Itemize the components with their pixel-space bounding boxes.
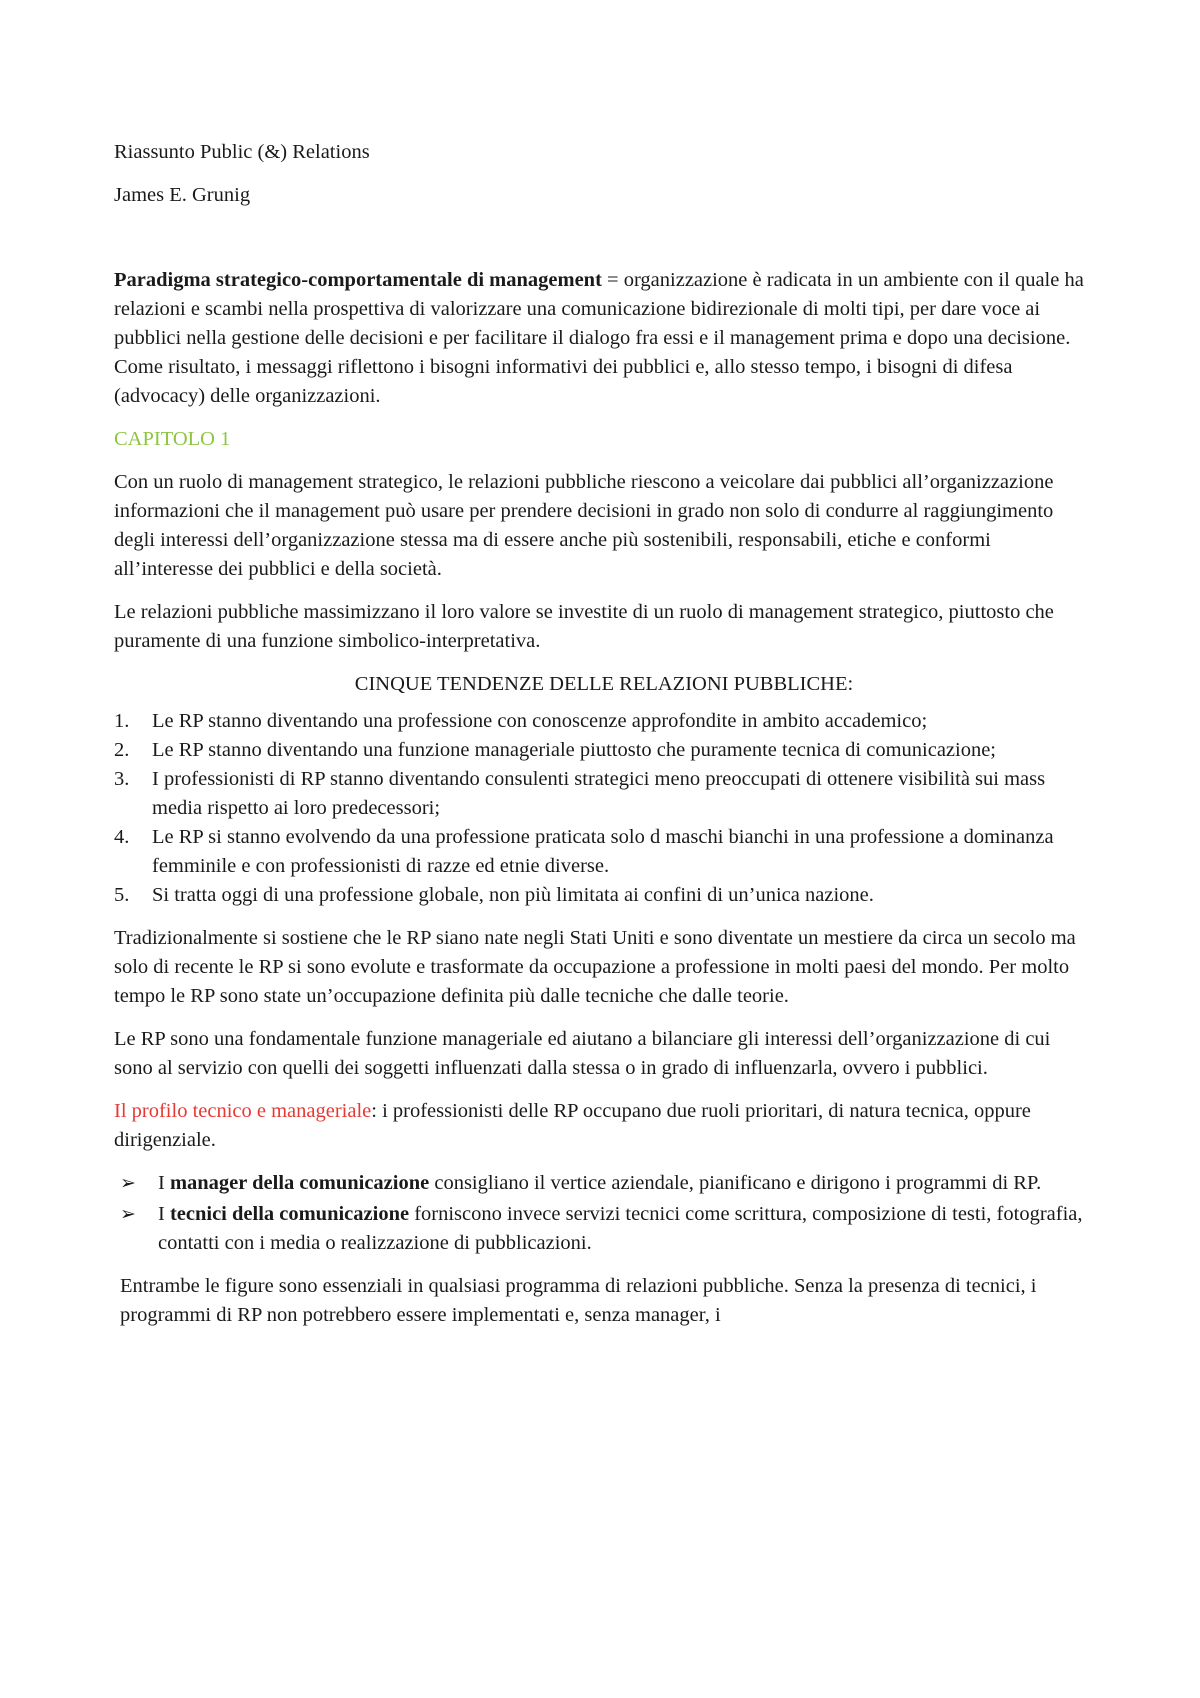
trend-item [114,736,1094,765]
role-prefix: I [158,1172,170,1194]
trend-item [114,881,1094,910]
role-prefix: I [158,1203,170,1225]
trend-item [114,765,1094,823]
trend-text: I professionisti di RP stanno diventando consulenti strategici meno preoccupati di ottenere visibilità sui mass media rispetto ai loro predecessori; [152,768,1046,819]
role-item-managers [114,1169,1094,1198]
paragraph-value: Le relazioni pubbliche massimizzano il loro valore se investite di un ruolo di management strategico, piuttosto che puramente di una funzione simbolico-interpretativa. [114,601,1054,652]
trend-number: 3. [114,768,130,790]
document-title: Riassunto Public (&) Relations [114,141,370,163]
trend-item [114,823,1094,881]
trend-number: 2. [114,739,130,761]
trend-item [114,707,1094,736]
profile-text: : i professionisti delle RP occupano due ruoli prioritari, di natura tecnica, oppure dirigenziale. [114,1100,1031,1151]
paragraph-history: Tradizionalmente si sostiene che le RP siano nate negli Stati Uniti e sono diventate un mestiere da circa un secolo ma solo di recente le RP si sono evolute e trasformate da occupazione a professione in molti paesi del mondo. Per molto tempo le RP sono state un’occupazione definita più dalle tecniche che dalle teorie. [114,927,1076,1007]
arrow-bullet-icon: ➢ [120,1203,136,1225]
paragraph-both-roles: Entrambe le figure sono essenziali in qualsiasi programma di relazioni pubbliche. Senza la presenza di tecnici, i programmi di RP non potrebbero essere implementati e, senza manager, i [120,1275,1037,1326]
trend-text: Le RP si stanno evolvendo da una professione praticata solo d maschi bianchi in una professione a dominanza femminile e con professionisti di razze ed etnie diverse. [152,826,1054,877]
profile-paragraph [114,1097,1094,1155]
role-item-technicians [114,1200,1094,1258]
role-description: forniscono invece servizi tecnici come scrittura, composizione di testi, fotografia, contatti con i media o realizzazione di pubblicazioni. [158,1203,1083,1254]
trend-text: Le RP stanno diventando una professione con conoscenze approfondite in ambito accademico; [152,710,928,732]
paragraph-strategic-role: Con un ruolo di management strategico, le relazioni pubbliche riescono a veicolare dai pubblici all’organizzazione informazioni che il management può usare per prendere decisioni in grado non solo di condurre al raggiungimento degli interessi dell’organizzazione stessa ma di essere anche più sostenibili, responsabili, etiche e conformi all’interesse dei pubblici e della società. [114,471,1054,580]
trends-heading: CINQUE TENDENZE DELLE RELAZIONI PUBBLICHE: [354,673,854,695]
paradigm-term: Paradigma strategico-comportamentale di management [114,269,602,291]
role-description: consigliano il vertice aziendale, pianificano e dirigono i programmi di RP. [429,1172,1042,1194]
trend-number: 4. [114,826,130,848]
chapter-heading: CAPITOLO 1 [114,428,231,450]
role-name: manager della comunicazione [169,1172,430,1194]
paradigm-paragraph [114,266,1094,411]
roles-list [114,1169,1094,1258]
document-author: James E. Grunig [114,184,251,206]
profile-label: Il profilo tecnico e manageriale [114,1100,372,1122]
document-page [114,138,1094,1344]
paragraph-function: Le RP sono una fondamentale funzione manageriale ed aiutano a bilanciare gli interessi dell’organizzazione di cui sono al servizio con quelli dei soggetti influenzati dalla stessa o in grado di influenzarla, ovvero i pubblici. [114,1028,1051,1079]
trend-text: Si tratta oggi di una professione globale, non più limitata ai confini di un’unica nazione. [152,884,874,906]
trend-number: 1. [114,710,130,732]
arrow-bullet-icon: ➢ [120,1172,136,1194]
paradigm-definition: = organizzazione è radicata in un ambiente con il quale ha relazioni e scambi nella prospettiva di valorizzare una comunicazione bidirezionale di molti tipi, per dare voce ai pubblici nella gestione delle decisioni e per facilitare il dialogo fra essi e il management prima e dopo una decisione. Come risultato, i messaggi riflettono i bisogni informativi dei pubblici e, allo stesso tempo, i bisogni di difesa (advocacy) delle organizzazioni. [114,269,1084,407]
trend-text: Le RP stanno diventando una funzione manageriale piuttosto che puramente tecnica di comunicazione; [152,739,997,761]
role-name: tecnici della comunicazione [169,1203,410,1225]
trend-number: 5. [114,884,130,906]
trends-list [114,707,1094,910]
